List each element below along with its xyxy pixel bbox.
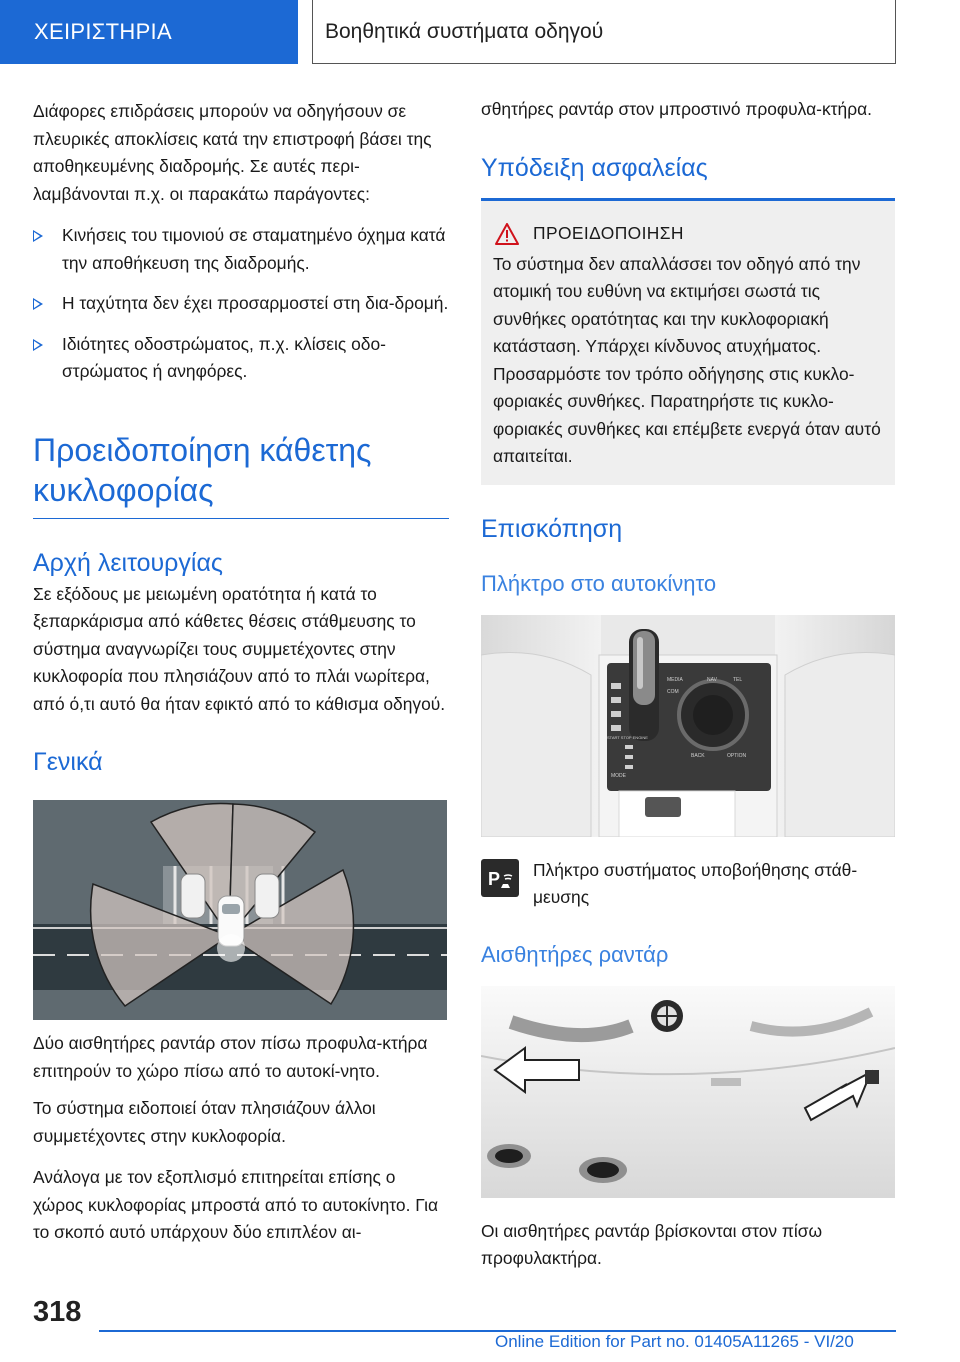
cross-traffic-illustration (33, 800, 447, 1020)
svg-text:P: P (488, 868, 501, 889)
bullet-triangle-icon (33, 339, 43, 351)
intro-paragraph: Διάφορες επιδράσεις μπορούν να οδηγήσουν σε πλευρικές αποκλίσεις κατά την επιστροφή βάσει της αποθηκευμένης διαδρομής. Σε αυτές περι-λαμβάνονται π.χ. οι παρακάτω παράγοντες: (33, 101, 432, 204)
console-label-back: BACK (691, 752, 705, 759)
rear-bumper-image (481, 986, 895, 1198)
overview-heading: Επισκόπηση (481, 514, 623, 543)
chapter-tab: ΧΕΙΡΙΣΤΗΡΙΑ (0, 0, 298, 64)
bullet-triangle-icon (33, 298, 43, 310)
general-paragraph-3: Ανάλογα με τον εξοπλισμό επιτηρείται επίσης ο χώρος κυκλοφορίας μπροστά από το αυτοκίνητο. Για το σκοπό αυτό υπάρχουν δύο επιπλέον αι- (33, 1167, 438, 1242)
console-label-nav: NAV (707, 676, 717, 683)
principle-heading: Αρχή λειτουργίας (33, 548, 223, 577)
console-label-start-stop: START STOP ENGINE (607, 734, 648, 740)
rear-bumper-photo (481, 986, 895, 1198)
page-number: 318 (33, 1296, 82, 1328)
principle-paragraph: Σε εξόδους με μειωμένη ορατότητα ή κατά το ξεπαρκάρισμα από κάθετες θέσεις στάθμευσης το σύστημα αναγνωρίζει τους συμμετέχοντες στην κυκλοφορία που πλησιάζουν από το πλάι νωρίτερα, από ό,τι αυτό θα ήταν εφικτό από το κάθισμα οδηγού. (33, 583, 446, 714)
center-console-photo (481, 615, 895, 837)
parking-assistant-button-icon (481, 859, 519, 897)
general-paragraph-1: Δύο αισθητήρες ραντάρ στον πίσω προφυλα-κτήρα επιτηρούν το χώρο πίσω από το αυτοκί-νητο. (33, 1033, 428, 1081)
bullet-triangle-icon (33, 230, 43, 242)
sensors-caption: Οι αισθητήρες ραντάρ βρίσκονται στον πίσω προφυλακτήρα. (481, 1220, 823, 1268)
sensors-subheading: Αισθητήρες ραντάρ (481, 941, 669, 967)
list-item: Κινήσεις του τιμονιού σε σταματημένο όχημα κατά την αποθήκευση της διαδρομής. (33, 222, 449, 277)
continued-paragraph: σθητήρες ραντάρ στον μπροστινό προφυλα-κτήρα. (481, 99, 872, 119)
button-subheading: Πλήκτρο στο αυτοκίνητο (481, 570, 717, 596)
general-paragraph-2: Το σύστημα ειδοποιεί όταν πλησιάζουν άλλοι συμμετέχοντες στην κυκλοφορία. (33, 1098, 376, 1146)
right-column (481, 96, 895, 1283)
footer-edition: Online Edition for Part no. 01405A11265 - VI/20 (495, 1332, 854, 1351)
chapter-heading: Προειδοποίηση κάθετης κυκλοφορίας (33, 431, 372, 508)
console-label-option: OPTION (727, 752, 747, 759)
warning-text: Το σύστημα δεν απαλλάσσει τον οδηγό από την ατομική του ευθύνη να εκτιμήσει σωστά τις συνθήκες ορατότητας και την κυκλοφοριακή κατάσταση. Υπάρχει κίνδυνος ατυχήματος. Προσαρμόστε τον τρόπο οδήγησης στις κυκλο-φοριακές συνθήκες. Παρατηρήστε τις κυκλο-φοριακές συνθήκες και επέμβετε ενεργά όταν αυτό απαιτείται. (493, 253, 881, 466)
console-label-mode: MODE (611, 772, 626, 779)
button-caption: Πλήκτρο συστήματος υποβοήθησης στάθ-μευσης (533, 859, 858, 907)
warning-box (481, 201, 895, 485)
warning-triangle-icon (495, 223, 519, 245)
console-label-com: COM (667, 688, 679, 695)
list-item: Ιδιότητες οδοστρώματος, π.χ. κλίσεις οδο-στρώματος ή ανηφόρες. (33, 331, 449, 386)
warning-title: ΠΡΟΕΙΔΟΠΟΙΗΣΗ (533, 223, 684, 243)
left-column (33, 98, 449, 1257)
factor-list (33, 222, 449, 386)
console-label-media: MEDIA (667, 676, 683, 683)
safety-heading: Υπόδειξη ασφαλείας (481, 153, 708, 182)
center-console-image (481, 615, 895, 837)
cross-traffic-diagram (33, 800, 447, 1020)
list-item: Η ταχύτητα δεν έχει προσαρμοστεί στη δια-δρομή. (33, 290, 449, 318)
console-label-tel: TEL (733, 676, 743, 683)
general-heading: Γενικά (33, 748, 103, 776)
section-title: Βοηθητικά συστήματα οδηγού (312, 0, 896, 64)
